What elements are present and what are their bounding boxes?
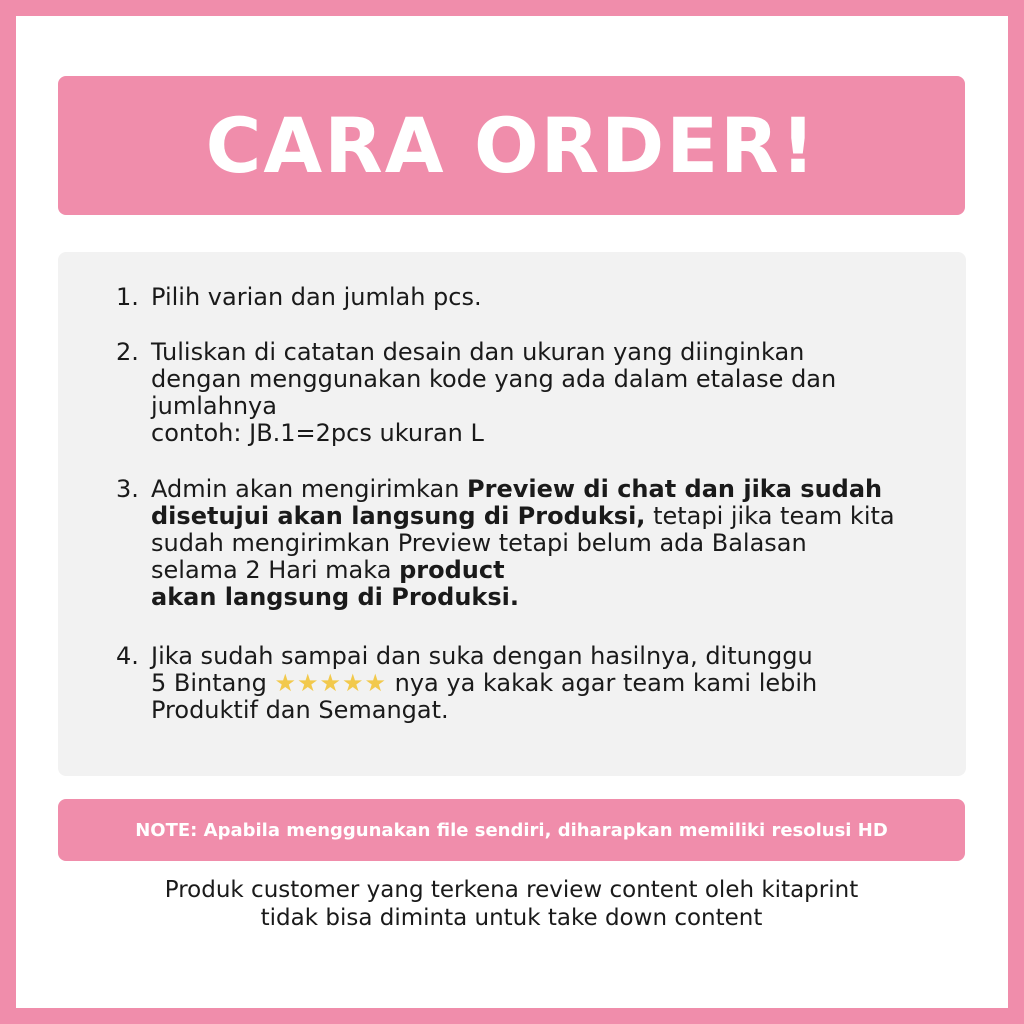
- step-text: tetapi jika team kita: [645, 502, 895, 530]
- step-text-bold: akan langsung di Produksi.: [151, 583, 520, 611]
- step-number: 3.: [116, 475, 139, 503]
- note-banner: [58, 799, 965, 861]
- title-banner: [58, 76, 965, 215]
- footer-line: tidak bisa diminta untuk take down content: [260, 905, 763, 931]
- step-text-bold: disetujui akan langsung di Produksi,: [151, 502, 646, 530]
- step-text: sudah mengirimkan Preview tetapi belum ada Balasan: [151, 529, 807, 557]
- steps-list: [58, 252, 966, 776]
- footer-disclaimer: [58, 876, 965, 932]
- step-text: dengan menggunakan kode yang ada dalam etalase dan: [151, 365, 837, 393]
- note-text: NOTE: Apabila menggunakan file sendiri, diharapkan memiliki resolusi HD: [135, 819, 888, 841]
- step-text: 5 Bintang: [151, 669, 275, 697]
- step-text: Admin akan mengirimkan: [151, 475, 468, 503]
- step-text: Pilih varian dan jumlah pcs.: [151, 283, 482, 311]
- footer-line: Produk customer yang terkena review content oleh kitaprint: [164, 877, 859, 903]
- step-number: 4.: [116, 642, 139, 670]
- step-text-bold: product: [399, 556, 505, 584]
- step-text: nya ya kakak agar team kami lebih: [387, 669, 818, 697]
- step-text: Tuliskan di catatan desain dan ukuran yang diinginkan: [151, 338, 805, 366]
- step-text: selama 2 Hari maka: [151, 556, 400, 584]
- step-number: 2.: [116, 338, 139, 366]
- step-example: contoh: JB.1=2pcs ukuran L: [151, 419, 484, 447]
- step-text: Produktif dan Semangat.: [151, 696, 449, 724]
- page-title: CARA ORDER!: [205, 101, 818, 190]
- five-star-icon: ★★★★★: [274, 669, 388, 697]
- step-text: jumlahnya: [151, 392, 277, 420]
- step-text: Jika sudah sampai dan suka dengan hasilnya, ditunggu: [151, 642, 813, 670]
- step-number: 1.: [116, 283, 139, 311]
- steps-panel: [58, 252, 966, 776]
- step-text-bold: Preview di chat dan jika sudah: [467, 475, 883, 503]
